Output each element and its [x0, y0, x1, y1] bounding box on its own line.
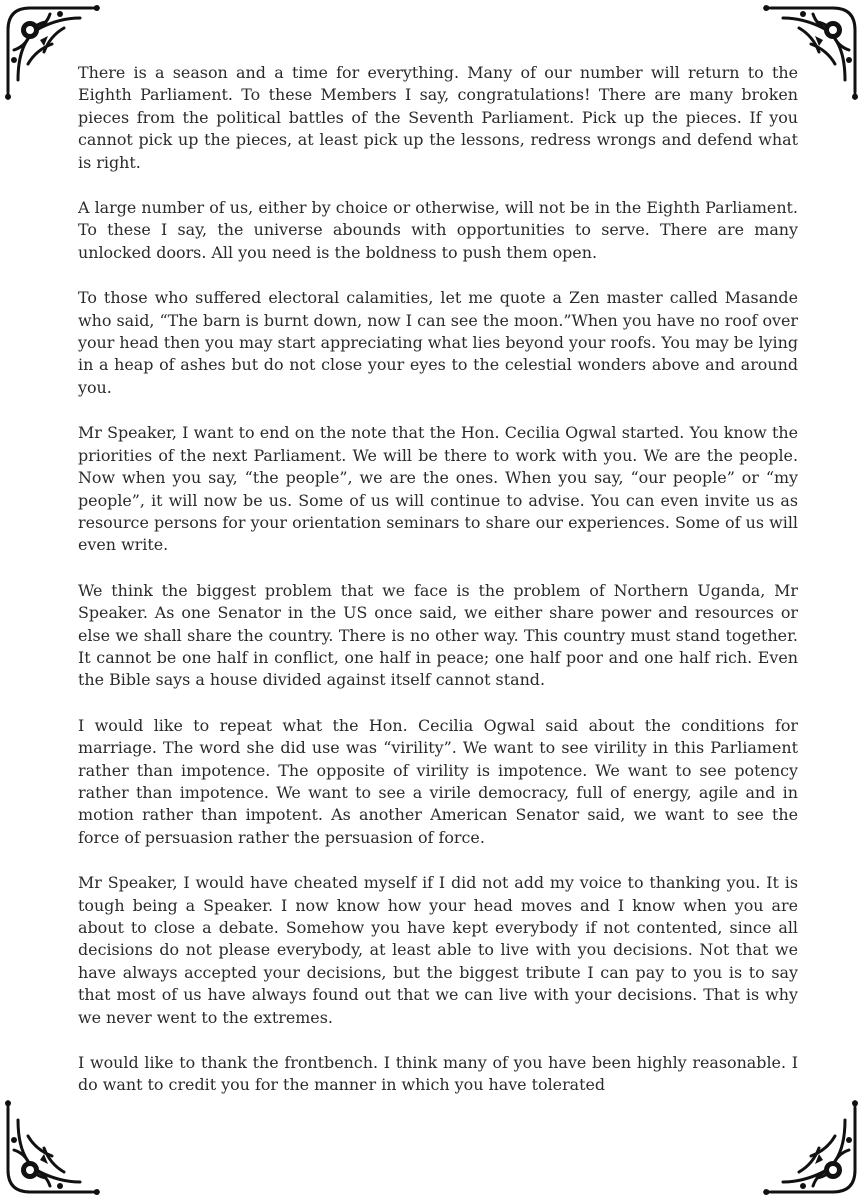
paragraph: There is a season and a time for everything. Many of our number will return to the Eighth Parliament. To these Members I say, congratulations! There are many broken pieces from the political battles of the Seventh Parliament. Pick up the pieces. If you cannot pick up the pieces, at least pick up the lessons, redress wrongs and defend what is right.: [78, 63, 798, 172]
document-body: [78, 62, 798, 1120]
paragraph: Mr Speaker, I want to end on the note that the Hon. Cecilia Ogwal started. You know the priorities of the next Parliament. We will be there to work with you. We are the people. Now when you say, “the people”, we are the ones. When you say, “our people” or “my people”, it will now be us. Some of us will continue to advise. You can even invite us as resource persons for your orientation seminars to share our experiences. Some of us will even write.: [78, 423, 798, 555]
paragraph: We think the biggest problem that we face is the problem of Northern Uganda, Mr Speaker. As one Senator in the US once said, we either share power and resources or else we shall share the country. There is no other way. This country must stand together. It cannot be one half in conflict, one half in peace; one half poor and one half rich. Even the Bible says a house divided against itself cannot stand.: [78, 580, 798, 690]
paragraph: I would like to thank the frontbench. I think many of you have been highly reasonable. I do want to credit you for the manner in which you have tolerated: [78, 1053, 798, 1095]
paragraph: Mr Speaker, I would have cheated myself if I did not add my voice to thanking you. It is tough being a Speaker. I now know how your head moves and I know when you are about to close a debate. Somehow you have kept everybody if not contented, since all decisions do not please everybody, at least able to live with you decisions. Not that we have always accepted your decisions, but the biggest tribute I can pay to you is to say that most of us have always found out that we can live with your decisions. That is why we never went to the extremes.: [78, 873, 798, 1027]
paragraph: A large number of us, either by choice or otherwise, will not be in the Eighth Parliament. To these I say, the universe abounds with opportunities to serve. There are many unlocked doors. All you need is the boldness to push them open.: [78, 198, 798, 262]
paragraph: I would like to repeat what the Hon. Cecilia Ogwal said about the conditions for marriage. The word she did use was “virility”. We want to see virility in this Parliament rather than impotence. The opposite of virility is impotence. We want to see potency rather than impotence. We want to see a virile democracy, full of energy, agile and in motion rather than impotent. As another American Senator said, we want to see the force of persuasion rather the persuasion of force.: [78, 715, 798, 847]
paragraph: To those who suffered electoral calamities, let me quote a Zen master called Masande who said, “The barn is burnt down, now I can see the moon.”When you have no roof over your head then you may start appreciating what lies beyond your roofs. You may be lying in a heap of ashes but do not close your eyes to the celestial wonders above and around you.: [78, 288, 798, 397]
